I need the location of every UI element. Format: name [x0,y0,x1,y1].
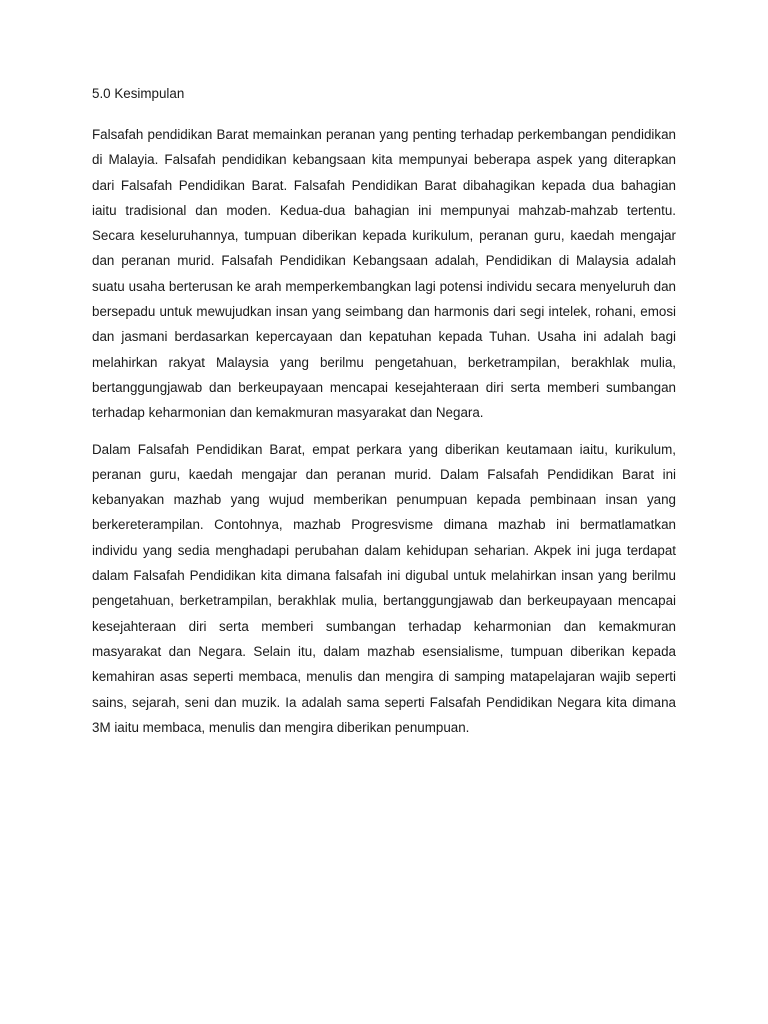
paragraph-conclusion-2: Dalam Falsafah Pendidikan Barat, empat perkara yang diberikan keutamaan iaitu, kurikulum, peranan guru, kaedah mengajar dan peranan murid. Dalam Falsafah Pendidikan Barat ini kebanyakan mazhab yang wujud memberikan penumpuan kepada pembinaan insan yang berkereterampilan. Contohnya, mazhab Progresvisme dimana mazhab ini bermatlamatkan individu yang sedia menghadapi perubahan dalam kehidupan seharian. Akpek ini juga terdapat dalam Falsafah Pendidikan kita dimana falsafah ini digubal untuk melahirkan insan yang berilmu pengetahuan, berketrampilan, berakhlak mulia, bertanggungjawab dan berkeupayaan mencapai kesejahteraan diri serta memberi sumbangan terhadap keharmonian dan kemakmuran masyarakat dan Negara. Selain itu, dalam mazhab esensialisme, tumpuan diberikan kepada kemahiran asas seperti membaca, menulis dan mengira di samping matapelajaran wajib seperti sains, sejarah, seni dan muzik. Ia adalah sama seperti Falsafah Pendidikan Negara kita dimana 3M iaitu membaca, menulis dan mengira diberikan penumpuan. [92,441,676,735]
section-heading: 5.0 Kesimpulan [92,86,185,101]
document-body [92,84,676,740]
paragraph-conclusion-1: Falsafah pendidikan Barat memainkan peranan yang penting terhadap perkembangan pendidikan di Malayia. Falsafah pendidikan kebangsaan kita mempunyai beberapa aspek yang diterapkan dari Falsafah Pendidikan Barat. Falsafah Pendidikan Barat dibahagikan kepada dua bahagian iaitu tradisional dan moden. Kedua-dua bahagian ini mempunyai mahzab-mahzab tertentu. Secara keseluruhannya, tumpuan diberikan kepada kurikulum, peranan guru, kaedah mengajar dan peranan murid. Falsafah Pendidikan Kebangsaan adalah, Pendidikan di Malaysia adalah suatu usaha berterusan ke arah memperkembangkan lagi potensi individu secara menyeluruh dan bersepadu untuk mewujudkan insan yang seimbang dan harmonis dari segi intelek, rohani, emosi dan jasmani berdasarkan kepercayaan dan kepatuhan kepada Tuhan. Usaha ini adalah bagi melahirkan rakyat Malaysia yang berilmu pengetahuan, berketrampilan, berakhlak mulia, bertanggungjawab dan berkeupayaan mencapai kesejahteraan diri serta memberi sumbangan terhadap keharmonian dan kemakmuran masyarakat dan Negara. [92,127,676,421]
